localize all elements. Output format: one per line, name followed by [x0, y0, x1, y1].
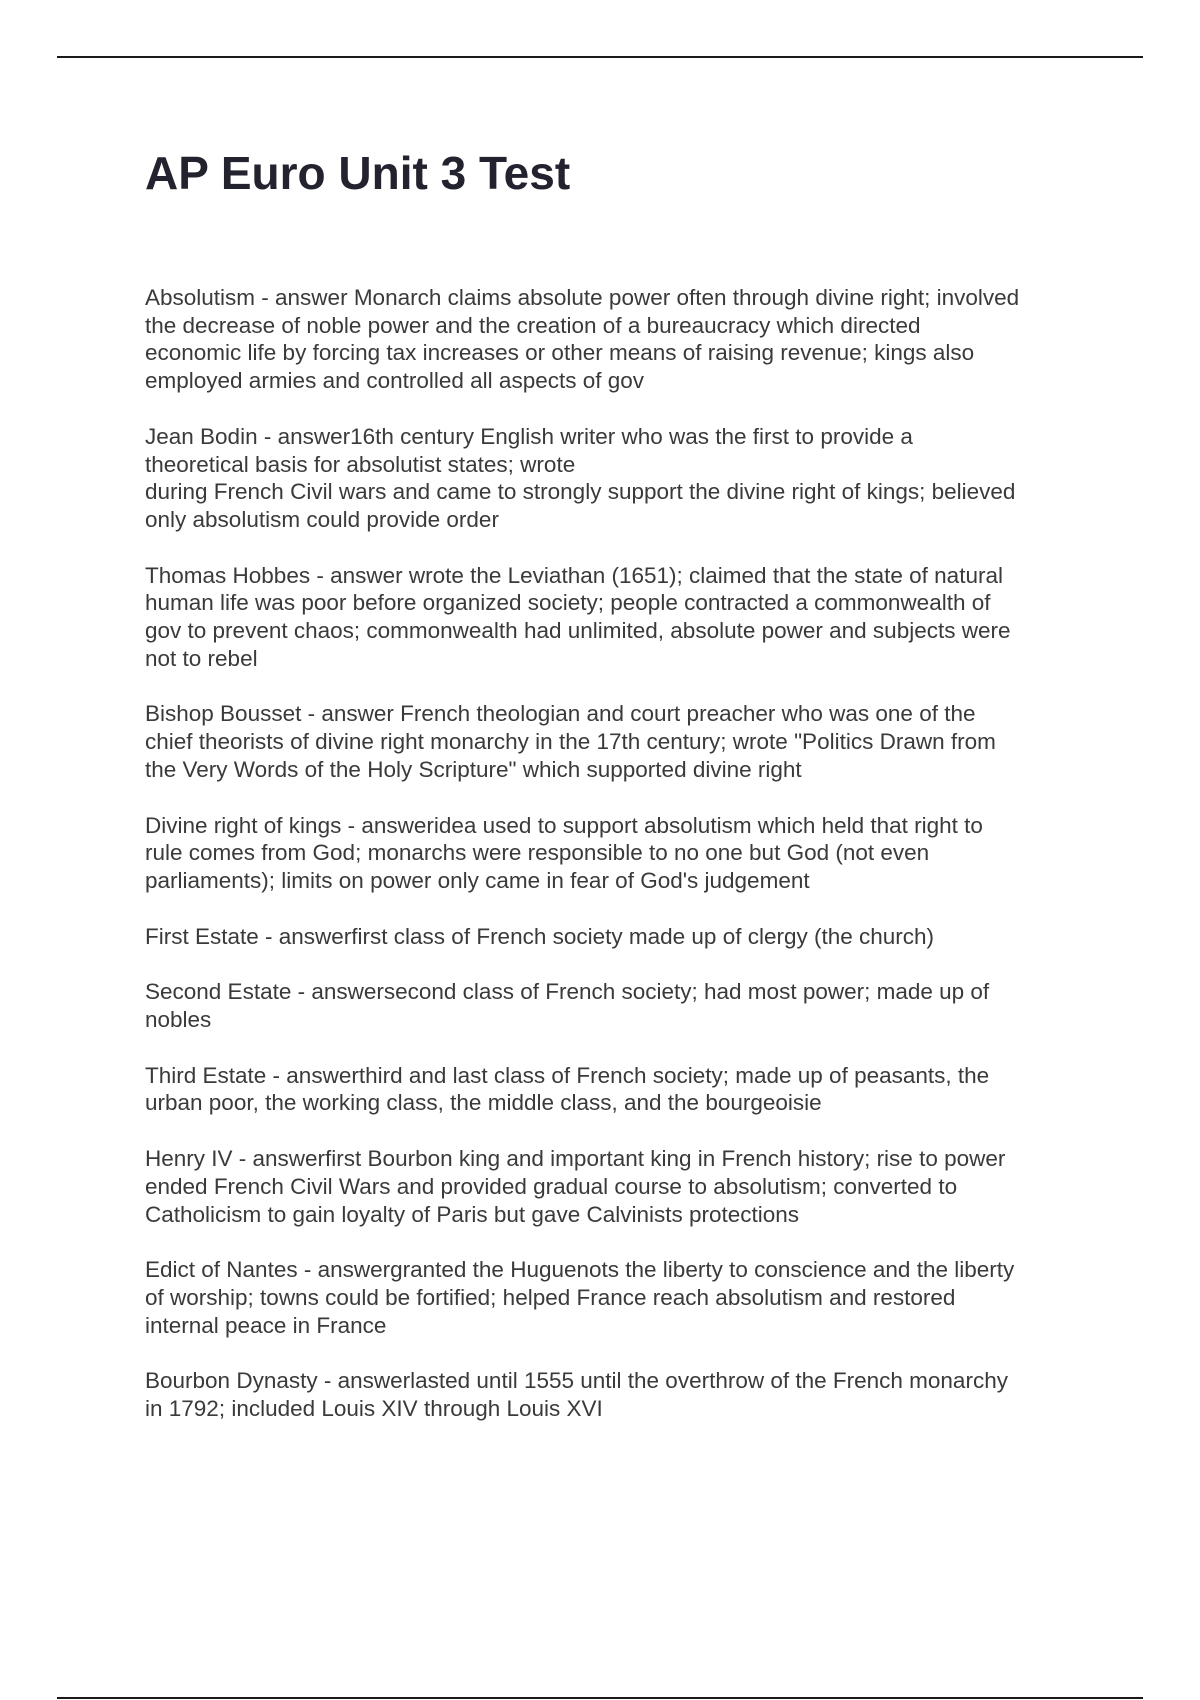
- entry-line: during French Civil wars and came to strongly support the divine right of kings; believed: [145, 479, 1016, 505]
- entry-line: nobles: [145, 1007, 212, 1033]
- entry-line: First Estate - answerfirst class of French society made up of clergy (the church): [145, 923, 935, 949]
- entry-line: Henry IV - answerfirst Bourbon king and important king in French history; rise to power: [145, 1146, 1006, 1172]
- bottom-divider: [57, 1697, 1143, 1699]
- entry-henry-iv: [145, 1145, 1095, 1228]
- entry-line: internal peace in France: [145, 1312, 387, 1338]
- entry-line: Bishop Bousset - answer French theologian and court preacher who was one of the: [145, 701, 976, 727]
- entry-line: only absolutism could provide order: [145, 506, 499, 532]
- entry-line: rule comes from God; monarchs were responsible to no one but God (not even: [145, 840, 930, 866]
- entry-bourbon-dynasty: [145, 1367, 1095, 1422]
- entry-line: gov to prevent chaos; commonwealth had unlimited, absolute power and subjects were: [145, 618, 1011, 644]
- entry-edict-of-nantes: [145, 1256, 1095, 1339]
- entry-bishop-bousset: [145, 700, 1095, 783]
- entry-absolutism: [145, 284, 1095, 395]
- entry-divine-right: [145, 812, 1095, 895]
- entry-line: urban poor, the working class, the middle class, and the bourgeoisie: [145, 1090, 822, 1116]
- entry-line: not to rebel: [145, 645, 258, 671]
- flashcard-list: [145, 284, 1095, 1451]
- entry-line: ended French Civil Wars and provided gradual course to absolutism; converted to: [145, 1173, 958, 1199]
- entry-first-estate: [145, 923, 1095, 951]
- entry-line: Thomas Hobbes - answer wrote the Leviathan (1651); claimed that the state of natural: [145, 562, 1003, 588]
- entry-line: theoretical basis for absolutist states; wrote: [145, 451, 576, 477]
- entry-jean-bodin: [145, 423, 1095, 534]
- entry-line: in 1792; included Louis XIV through Louis XVI: [145, 1396, 603, 1422]
- entry-line: Second Estate - answersecond class of French society; had most power; made up of: [145, 979, 990, 1005]
- entry-second-estate: [145, 978, 1095, 1033]
- entry-line: Catholicism to gain loyalty of Paris but gave Calvinists protections: [145, 1201, 800, 1227]
- entry-line: human life was poor before organized society; people contracted a commonwealth of: [145, 590, 991, 616]
- top-divider: [57, 56, 1143, 58]
- entry-line: Absolutism - answer Monarch claims absolute power often through divine right; involved: [145, 285, 1020, 310]
- entry-line: parliaments); limits on power only came in fear of God's judgement: [145, 867, 810, 893]
- entry-line: employed armies and controlled all aspects of gov: [145, 368, 645, 394]
- entry-third-estate: [145, 1062, 1095, 1117]
- page-title: AP Euro Unit 3 Test: [145, 147, 571, 199]
- entry-line: the decrease of noble power and the creation of a bureaucracy which directed: [145, 312, 921, 338]
- entry-line: economic life by forcing tax increases or other means of raising revenue; kings also: [145, 340, 975, 366]
- entry-line: Bourbon Dynasty - answerlasted until 1555 until the overthrow of the French monarchy: [145, 1368, 1008, 1394]
- entry-thomas-hobbes: [145, 562, 1095, 673]
- entry-line: of worship; towns could be fortified; helped France reach absolutism and restored: [145, 1284, 956, 1310]
- entry-line: chief theorists of divine right monarchy in the 17th century; wrote "Politics Drawn from: [145, 729, 996, 755]
- entry-line: Third Estate - answerthird and last class of French society; made up of peasants, the: [145, 1062, 990, 1088]
- entry-line: the Very Words of the Holy Scripture" which supported divine right: [145, 756, 802, 782]
- entry-line: Jean Bodin - answer16th century English writer who was the first to provide a: [145, 423, 913, 449]
- entry-line: Edict of Nantes - answergranted the Huguenots the liberty to conscience and the liberty: [145, 1257, 1015, 1283]
- entry-line: Divine right of kings - answeridea used to support absolutism which held that right to: [145, 812, 983, 838]
